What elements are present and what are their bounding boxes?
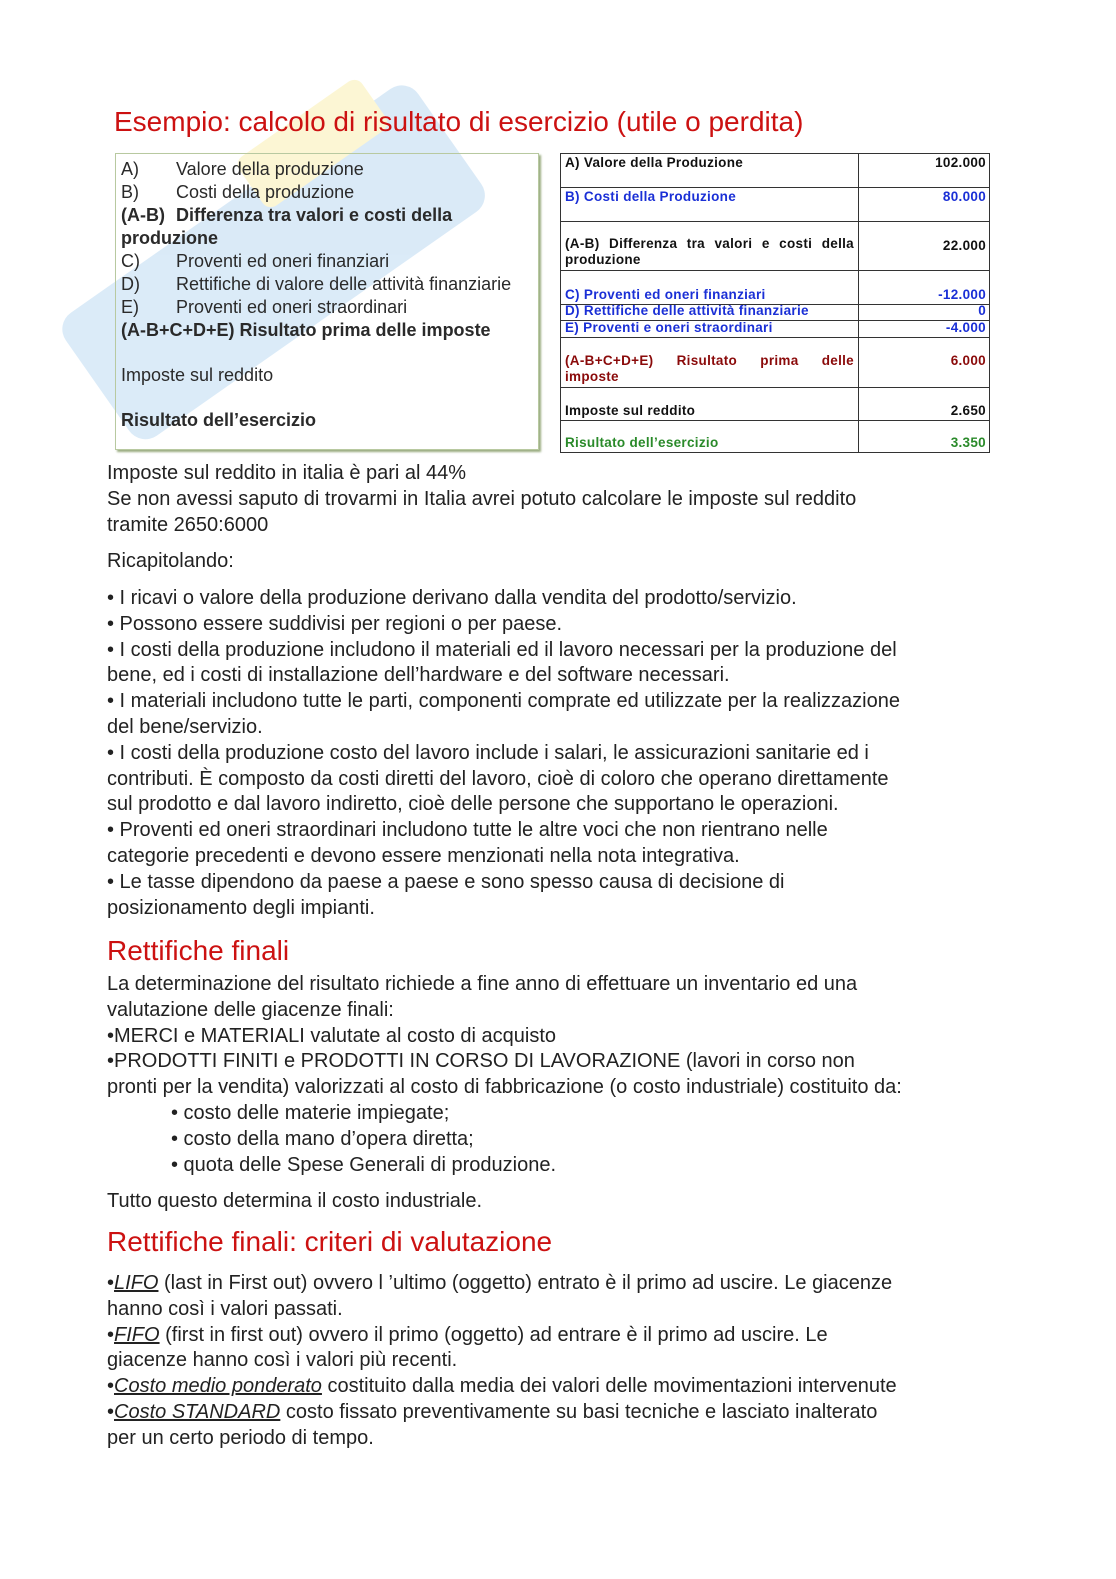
row-key: (A-B) — [121, 205, 165, 225]
criterion-costo-medio: •Costo medio ponderato costituito dalla media dei valori delle movimentazioni intervenute — [107, 1375, 897, 1398]
criterion-text: per un certo periodo di tempo. — [107, 1426, 374, 1449]
costo-standard-link[interactable]: Costo STANDARD — [114, 1400, 281, 1423]
lifo-link[interactable]: LIFO — [114, 1272, 159, 1294]
cell-label: B) Costi della Produzione — [561, 188, 859, 221]
recap-line: • I materiali includono tutte le parti, componenti comprate ed utilizzate per la realizzazione — [107, 690, 900, 713]
cell-label: Risultato dell’esercizio — [561, 421, 859, 452]
row-label: Risultato dell’esercizio — [121, 410, 317, 430]
criterion-text: hanno così i valori passati. — [107, 1297, 343, 1320]
body-line: •MERCI e MATERIALI valutate al costo di acquisto — [107, 1024, 557, 1047]
recap-line: sul prodotto e dal lavoro indiretto, cioè delle persone che supportano le operazioni. — [107, 793, 839, 816]
recap-line: posizionamento degli impianti. — [107, 896, 375, 919]
recap-line: • I ricavi o valore della produzione derivano dalla vendita del prodotto/servizio. — [107, 587, 797, 609]
criterion-text: (last in First out) ovvero l ’ultimo (oggetto) entrato è il primo ad uscire. Le giacenze — [158, 1272, 893, 1294]
criterion-lifo: •LIFO (last in First out) ovvero l ’ultimo (oggetto) entrato è il primo ad uscire. Le giacenze — [107, 1272, 893, 1294]
cell-value: -12.000 — [938, 287, 986, 302]
row-label: (A-B+C+D+E) Risultato prima delle imposte — [121, 320, 491, 340]
cell-label: Imposte sul reddito — [561, 388, 859, 420]
body-line: pronti per la vendita) valorizzati al costo di fabbricazione (o costo industriale) costituito da: — [107, 1076, 902, 1099]
criterion-costo-standard: •Costo STANDARD costo fissato preventivamente su basi tecniche e lasciato inalterato — [107, 1400, 878, 1423]
row-label: Rettifiche di valore delle attività finanziarie — [176, 274, 512, 294]
table-row — [561, 222, 989, 271]
criteri-list — [107, 1271, 1007, 1452]
row-label: Costi della produzione — [176, 182, 355, 202]
recap-line: • I costi della produzione includono il materiali ed il lavoro necessari per la produzione del — [107, 638, 897, 661]
table-row — [561, 321, 989, 338]
cell-value: 3.350 — [950, 435, 986, 450]
cell-value: 80.000 — [942, 189, 986, 204]
row-label: Differenza tra valori e costi della — [176, 205, 453, 225]
table-row — [561, 188, 989, 222]
row-label: Imposte sul reddito — [121, 365, 274, 385]
closing-line: Tutto questo determina il costo industriale. — [107, 1190, 483, 1213]
body-line: La determinazione del risultato richiede a fine anno di effettuare un inventario ed una — [107, 973, 858, 995]
rettifiche-body — [107, 972, 1007, 1215]
sub-item: • quota delle Spese Generali di produzione. — [171, 1153, 557, 1176]
income-statement-scheme — [115, 153, 539, 450]
note-line: tramite 2650:6000 — [107, 513, 269, 536]
row-key: D) — [121, 274, 140, 294]
row-label: Proventi ed oneri straordinari — [176, 297, 408, 317]
criterion-text: giacenze hanno così i valori più recenti. — [107, 1349, 458, 1372]
costo-medio-link[interactable]: Costo medio ponderato — [114, 1375, 322, 1398]
row-key: E) — [121, 297, 139, 317]
section-heading-rettifiche: Rettifiche finali — [107, 935, 290, 966]
recap-line: categorie precedenti e devono essere menzionati nella nota integrativa. — [107, 844, 740, 867]
table-row — [561, 421, 989, 453]
table-row — [561, 271, 989, 305]
row-label: Proventi ed oneri finanziari — [176, 251, 390, 271]
criterion-text: costo fissato preventivamente su basi tecniche e lasciato inalterato — [280, 1400, 878, 1423]
recap-line: bene, ed i costi di installazione dell’hardware e del software necessari. — [107, 664, 730, 687]
cell-value: 2.650 — [950, 403, 986, 418]
table-row — [561, 388, 989, 421]
page-title: Esempio: calcolo di risultato di esercizio (utile o perdita) — [114, 106, 804, 137]
row-key: C) — [121, 251, 140, 271]
cell-value: 6.000 — [950, 353, 986, 368]
note-line: Se non avessi saputo di trovarmi in Italia avrei potuto calcolare le imposte sul reddito — [107, 487, 857, 510]
cell-label: E) Proventi e oneri straordinari — [561, 321, 859, 337]
row-label-cont: produzione — [121, 228, 218, 248]
cell-label: A) Valore della Produzione — [561, 154, 859, 187]
recap-line: • Proventi ed oneri straordinari includono tutte le altre voci che non rientrano nelle — [107, 819, 828, 842]
table-row — [561, 305, 989, 321]
sub-item: • costo delle materie impiegate; — [171, 1101, 450, 1124]
body-line: valutazione delle giacenze finali: — [107, 998, 394, 1021]
recap-line: del bene/servizio. — [107, 715, 263, 738]
tax-notes — [107, 461, 1007, 538]
table-row — [561, 338, 989, 388]
fifo-link[interactable]: FIFO — [114, 1323, 160, 1346]
cell-value: -4.000 — [945, 320, 986, 335]
criterion-text: costituito dalla media dei valori delle movimentazioni intervenute — [321, 1375, 897, 1398]
recap-line: • Possono essere suddivisi per regioni o per paese. — [107, 612, 563, 635]
income-statement-table — [560, 153, 990, 453]
cell-label: D) Rettifiche delle attività finanziarie — [561, 305, 859, 320]
recap-list — [107, 586, 1007, 921]
note-line: Imposte sul reddito in italia è pari al 44% — [107, 462, 467, 484]
cell-value: 102.000 — [935, 155, 986, 170]
recap-title: Ricapitolando: — [107, 550, 234, 572]
cell-value: 0 — [978, 303, 986, 318]
cell-value: 22.000 — [942, 237, 986, 253]
body-line: •PRODOTTI FINITI e PRODOTTI IN CORSO DI LAVORAZIONE (lavori in corso non — [107, 1050, 855, 1073]
recap-line: contributi. È composto da costi diretti del lavoro, cioè di coloro che operano direttamente — [107, 767, 889, 790]
cell-label: C) Proventi ed oneri finanziari — [561, 271, 859, 304]
recap-line: • I costi della produzione costo del lavoro include i salari, le assicurazioni sanitarie ed i — [107, 741, 869, 764]
row-key: B) — [121, 182, 139, 202]
recap-line: • Le tasse dipendono da paese a paese e sono spesso causa di decisione di — [107, 870, 785, 893]
criterion-fifo: •FIFO (first in first out) ovvero il primo (oggetto) ad entrare è il primo ad uscire. Le — [107, 1323, 828, 1346]
cell-label: (A-B+C+D+E) Risultato prima delle imposte — [561, 338, 859, 387]
sub-item: • costo della mano d’opera diretta; — [171, 1127, 474, 1150]
row-key: A) — [121, 159, 139, 179]
table-row — [561, 154, 989, 188]
cell-label: (A-B) Differenza tra valori e costi della produzione — [561, 222, 859, 270]
criterion-text: (first in first out) ovvero il primo (oggetto) ad entrare è il primo ad uscire. Le — [159, 1323, 828, 1346]
row-label: Valore della produzione — [176, 159, 364, 179]
section-heading-criteri: Rettifiche finali: criteri di valutazione — [107, 1226, 553, 1257]
